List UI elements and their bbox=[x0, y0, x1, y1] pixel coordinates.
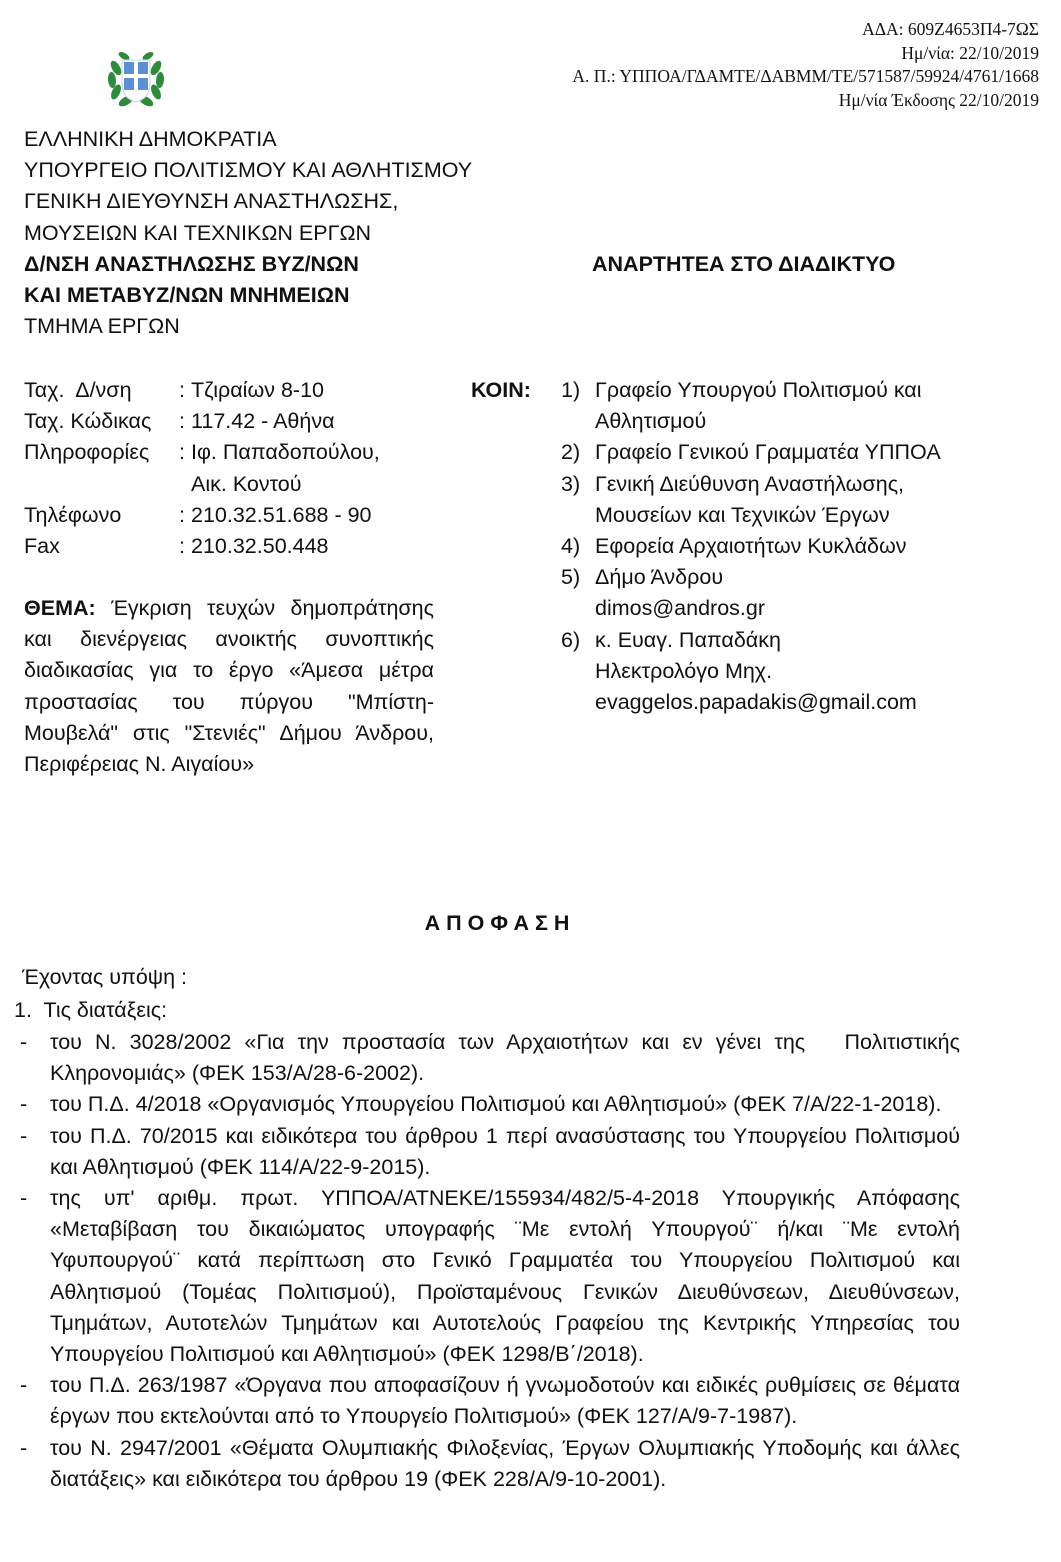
recipient-line: Μουσείων και Τεχνικών Έργων bbox=[595, 502, 890, 527]
address-value: Τζιραίων 8-10 bbox=[191, 378, 324, 402]
recipients bbox=[561, 375, 981, 718]
recipient-item bbox=[561, 625, 981, 719]
recipient-email[interactable]: evaggelos.papadakis@gmail.com bbox=[595, 690, 917, 715]
authority-line: ΥΠΟΥΡΓΕΙΟ ΠΟΛΙΤΙΣΜΟΥ ΚΑΙ ΑΘΛΗΤΙΣΜΟΥ bbox=[24, 158, 473, 183]
bullet-dash: - bbox=[20, 1092, 28, 1117]
posting-notice: ΑΝΑΡΤΗΤΕΑ ΣΤΟ ΔΙΑΔΙΚΤΥΟ bbox=[592, 252, 896, 276]
authority-line: ΓΕΝΙΚΗ ΔΙΕΥΘΥΝΣΗ ΑΝΑΣΤΗΛΩΣΗΣ, bbox=[24, 189, 399, 214]
address-label: Ταχ. Δ/νση bbox=[24, 378, 132, 402]
info-value: Ιφ. Παπαδοπούλου, bbox=[191, 440, 380, 465]
recipient-number: 4) bbox=[561, 534, 581, 559]
recipient-line: Εφορεία Αρχαιοτήτων Κυκλάδων bbox=[595, 534, 907, 559]
provision-item bbox=[20, 1121, 960, 1183]
provision-item bbox=[20, 1183, 960, 1370]
recipient-line: κ. Ευαγ. Παπαδάκη bbox=[595, 627, 781, 652]
subject-text: Έγκριση τευχών δημοπράτησης και διενέργειας ανοικτής συνοπτικής διαδικασίας για το έργο «Άμεσα μέτρα προστασίας του πύργου "Μπίστη-Μουβελά" στις "Στενιές" Δήμου Άνδρου, Περιφέρειας Ν. Αιγαίου» bbox=[24, 596, 434, 777]
provision-item bbox=[20, 1089, 960, 1120]
recipient-line: Γενική Διεύθυνση Αναστήλωσης, bbox=[595, 471, 905, 496]
greek-coat-of-arms-icon bbox=[104, 46, 168, 110]
separator: : bbox=[179, 440, 185, 465]
recipient-number: 3) bbox=[561, 471, 581, 496]
provisions-heading: 1. Τις διατάξεις: bbox=[14, 998, 168, 1022]
recipient-item bbox=[561, 375, 981, 437]
bullet-dash: - bbox=[20, 1030, 28, 1054]
separator: : bbox=[179, 502, 185, 527]
recipient-item bbox=[561, 469, 981, 531]
distribution-label: ΚΟΙΝ: bbox=[471, 378, 531, 402]
directorate-line: ΚΑΙ ΜΕΤΑΒΥΖ/ΝΩΝ ΜΝΗΜΕΙΩΝ bbox=[24, 283, 350, 308]
recipient-number: 2) bbox=[561, 440, 581, 465]
bullet-dash: - bbox=[20, 1373, 28, 1398]
ada-code: ΑΔΑ: 609Ζ4653Π4-7ΩΣ bbox=[862, 19, 1039, 39]
provision-item bbox=[20, 1370, 960, 1432]
subject-label: ΘΕΜΑ: bbox=[24, 596, 96, 620]
provision-item bbox=[20, 1027, 966, 1089]
recipient-line: Δήμο Άνδρου bbox=[595, 565, 724, 590]
recipient-number: 1) bbox=[561, 378, 581, 402]
provision-text: του Ν. 2947/2001 «Θέματα Ολυμπιακής Φιλοξενίας, Έργων Ολυμπιακής Υποδομής και άλλες διατάξεις» και ειδικότερα του άρθρου 19 (ΦΕΚ 228/Α/9-10-2001). bbox=[50, 1435, 960, 1491]
address-row bbox=[24, 375, 380, 406]
bullet-dash: - bbox=[20, 1123, 28, 1148]
separator: : bbox=[179, 534, 185, 559]
info-value-continued: Αικ. Κοντού bbox=[191, 471, 302, 496]
bullet-dash: - bbox=[20, 1435, 28, 1460]
document-metadata bbox=[572, 18, 1039, 112]
protocol-number: Α. Π.: ΥΠΠΟΑ/ΓΔΑΜΤΕ/ΔΑΒΜΜ/ΤΕ/571587/59924/4761/1668 bbox=[572, 66, 1039, 86]
fax-label: Fax bbox=[24, 534, 60, 559]
separator: : bbox=[179, 409, 185, 434]
postcode-row bbox=[24, 406, 380, 437]
phone-value: 210.32.51.688 - 90 bbox=[191, 502, 372, 527]
phone-label: Τηλέφωνο bbox=[24, 502, 122, 527]
provision-item bbox=[20, 1433, 960, 1495]
provision-text: του Ν. 3028/2002 «Για την προστασία των Αρχαιοτήτων και εν γένει της Πολιτιστικής Κληρονομιάς» (ΦΕΚ 153/Α/28-6-2002). bbox=[50, 1030, 966, 1086]
considering-line: Έχοντας υπόψη : bbox=[22, 965, 188, 989]
postcode-value: 117.42 - Αθήνα bbox=[191, 409, 335, 434]
authority-line: ΜΟΥΣΕΙΩΝ ΚΑΙ ΤΕΧΝΙΚΩΝ ΕΡΓΩΝ bbox=[24, 220, 372, 245]
recipient-item bbox=[561, 531, 981, 562]
recipient-line: Ηλεκτρολόγο Μηχ. bbox=[595, 658, 773, 683]
authority-line: ΕΛΛΗΝΙΚΗ ΔΗΜΟΚΡΑΤΙΑ bbox=[24, 127, 277, 151]
recipient-number: 5) bbox=[561, 565, 581, 590]
subject bbox=[24, 593, 434, 780]
provision-text: του Π.Δ. 70/2015 και ειδικότερα του άρθρου 1 περί ανασύστασης του Υπουργείου Πολιτισμού και Αθλητισμού (ΦΕΚ 114/Α/22-9-2015). bbox=[50, 1123, 960, 1179]
provision-text: της υπ' αριθμ. πρωτ. ΥΠΠΟΑ/ΑΤΝΕΚΕ/155934/482/5-4-2018 Υπουργικής Απόφασης «Μεταβίβαση του δικαιώματος υπογραφής ¨Με εντολή Υπουργού¨ ή/και ¨Με εντολή Υφυπουργού¨ κατά περίπτωση στο Γενικό Γραμματέα του Υπουργείου Πολιτισμού και Αθλητισμού (Τομέας Πολιτισμού), Προϊσταμένους Γενικών Διευθύνσεων, Διευθύνσεων, Τμημάτων, Αυτοτελών Τμημάτων και Αυτοτελούς Γραφείου της Κεντρικής Υπηρεσίας του Υπουργείου Πολιτισμού και Αθλητισμού» (ΦΕΚ 1298/Β΄/2018). bbox=[50, 1186, 960, 1367]
recipient-line: Γραφείο Υπουργού Πολιτισμού και bbox=[595, 378, 922, 402]
provision-text: του Π.Δ. 4/2018 «Οργανισμός Υπουργείου Πολιτισμού και Αθλητισμού» (ΦΕΚ 7/Α/22-1-2018). bbox=[50, 1092, 942, 1117]
issue-date: Ημ/νία Έκδοσης 22/10/2019 bbox=[838, 89, 1039, 110]
recipient-item bbox=[561, 562, 981, 624]
postcode-label: Ταχ. Κώδικας bbox=[24, 409, 152, 434]
issuing-authority bbox=[24, 124, 472, 342]
fax-row bbox=[24, 531, 380, 562]
recipient-line: Γραφείο Γενικού Γραμματέα ΥΠΠΟΑ bbox=[595, 440, 941, 465]
provisions-list bbox=[20, 1027, 966, 1495]
decision-title: ΑΠΟΦΑΣΗ bbox=[424, 911, 576, 935]
separator: : bbox=[179, 378, 185, 402]
department-line: ΤΜΗΜΑ ΕΡΓΩΝ bbox=[24, 314, 180, 339]
fax-value: 210.32.50.448 bbox=[191, 534, 329, 559]
provision-text: του Π.Δ. 263/1987 «Όργανα που αποφασίζουν ή γνωμοδοτούν και ειδικές ρυθμίσεις σε θέματα έργων που εκτελούνται από το Υπουργείο Πολιτισμού» (ΦΕΚ 127/Α/9-7-1987). bbox=[50, 1373, 960, 1429]
recipient-email[interactable]: dimos@andros.gr bbox=[595, 596, 766, 621]
info-row bbox=[24, 437, 380, 468]
phone-row bbox=[24, 500, 380, 531]
bullet-dash: - bbox=[20, 1186, 28, 1211]
recipient-number: 6) bbox=[561, 627, 581, 652]
recipient-line: Αθλητισμού bbox=[595, 409, 707, 434]
directorate-line: Δ/ΝΣΗ ΑΝΑΣΤΗΛΩΣΗΣ ΒΥΖ/ΝΩΝ bbox=[24, 251, 359, 276]
recipient-item bbox=[561, 437, 981, 468]
info-label: Πληροφορίες bbox=[24, 440, 150, 465]
document-date: Ημ/νία: 22/10/2019 bbox=[901, 42, 1039, 63]
contact-details bbox=[24, 375, 380, 562]
